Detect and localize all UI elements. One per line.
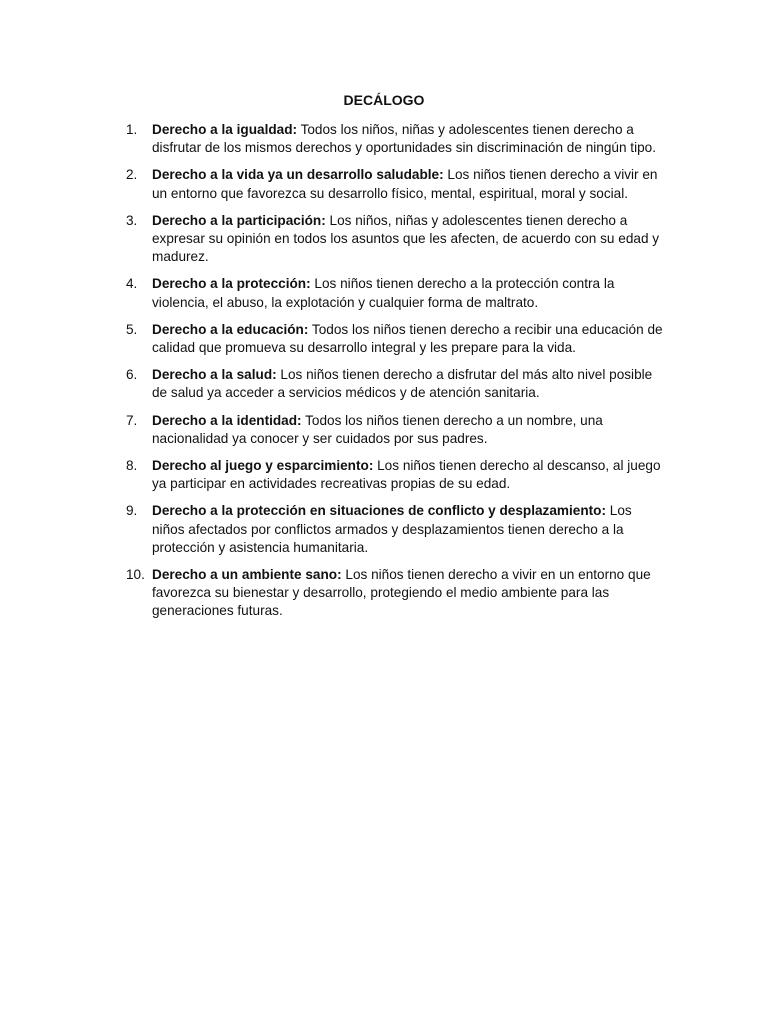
item-heading: Derecho a la protección en situaciones de conflicto y desplazamiento: (152, 503, 606, 519)
item-text: Los niños tienen derecho a vivir en un entorno que favorezca su bienestar y desarrollo, protegiendo el medio ambiente para las generaciones futuras. (152, 567, 651, 619)
document-title: DECÁLOGO (343, 92, 425, 108)
item-text: Los niños tienen derecho al descanso, al juego ya participar en actividades recreativas propias de su edad. (152, 458, 661, 492)
item-heading: Derecho a un ambiente sano: (152, 567, 342, 583)
item-number: 1. (126, 122, 138, 137)
item-number: 6. (126, 367, 138, 383)
item-number: 10. (126, 567, 145, 583)
item-text: Todos los niños tienen derecho a recibir una educación de calidad que promueva su desarrollo integral y les prepare para la vida. (152, 321, 663, 356)
item-text: Los niños tienen derecho a la protección contra la violencia, el abuso, la explotación y cualquier forma de maltrato. (152, 276, 615, 310)
list-item (126, 366, 666, 402)
list-item (126, 502, 666, 557)
item-heading: Derecho a la igualdad: (152, 122, 298, 137)
item-text: Los niños tienen derecho a disfrutar del más alto nivel posible de salud ya acceder a servicios médicos y de atención sanitaria. (152, 367, 653, 401)
item-number: 3. (126, 212, 138, 228)
item-text: Los niños tienen derecho a vivir en un entorno que favorezca su desarrollo físico, mental, espiritual, moral y social. (152, 167, 658, 201)
item-heading: Derecho al juego y esparcimiento: (152, 458, 374, 474)
item-heading: Derecho a la protección: (152, 276, 311, 292)
item-text: Todos los niños, niñas y adolescentes tienen derecho a disfrutar de los mismos derechos y oportunidades sin discriminación de ningún tipo. (152, 122, 656, 156)
list-item (126, 212, 666, 267)
item-heading: Derecho a la participación: (152, 212, 326, 228)
item-text: Los niños afectados por conflictos armados y desplazamientos tienen derecho a la protección y asistencia humanitaria. (152, 503, 632, 555)
item-number: 4. (126, 276, 138, 292)
list-item (126, 412, 666, 448)
item-number: 2. (126, 167, 138, 183)
item-number: 9. (126, 503, 138, 519)
item-number: 5. (126, 321, 138, 337)
list-item (126, 321, 666, 357)
item-heading: Derecho a la vida ya un desarrollo saludable: (152, 167, 444, 183)
list-item (126, 166, 666, 202)
item-heading: Derecho a la identidad: (152, 412, 302, 428)
item-number: 8. (126, 458, 138, 474)
item-heading: Derecho a la salud: (152, 367, 277, 383)
rights-list (126, 121, 666, 630)
list-item (126, 457, 666, 493)
item-number: 7. (126, 412, 138, 428)
item-text: Los niños, niñas y adolescentes tienen derecho a expresar su opinión en todos los asuntos que les afecten, de acuerdo con su edad y madurez. (152, 212, 660, 265)
list-item (126, 275, 666, 311)
item-heading: Derecho a la educación: (152, 321, 309, 337)
list-item (126, 121, 666, 157)
item-text: Todos los niños tienen derecho a un nombre, una nacionalidad ya conocer y ser cuidados por sus padres. (152, 412, 603, 446)
list-item (126, 566, 666, 621)
